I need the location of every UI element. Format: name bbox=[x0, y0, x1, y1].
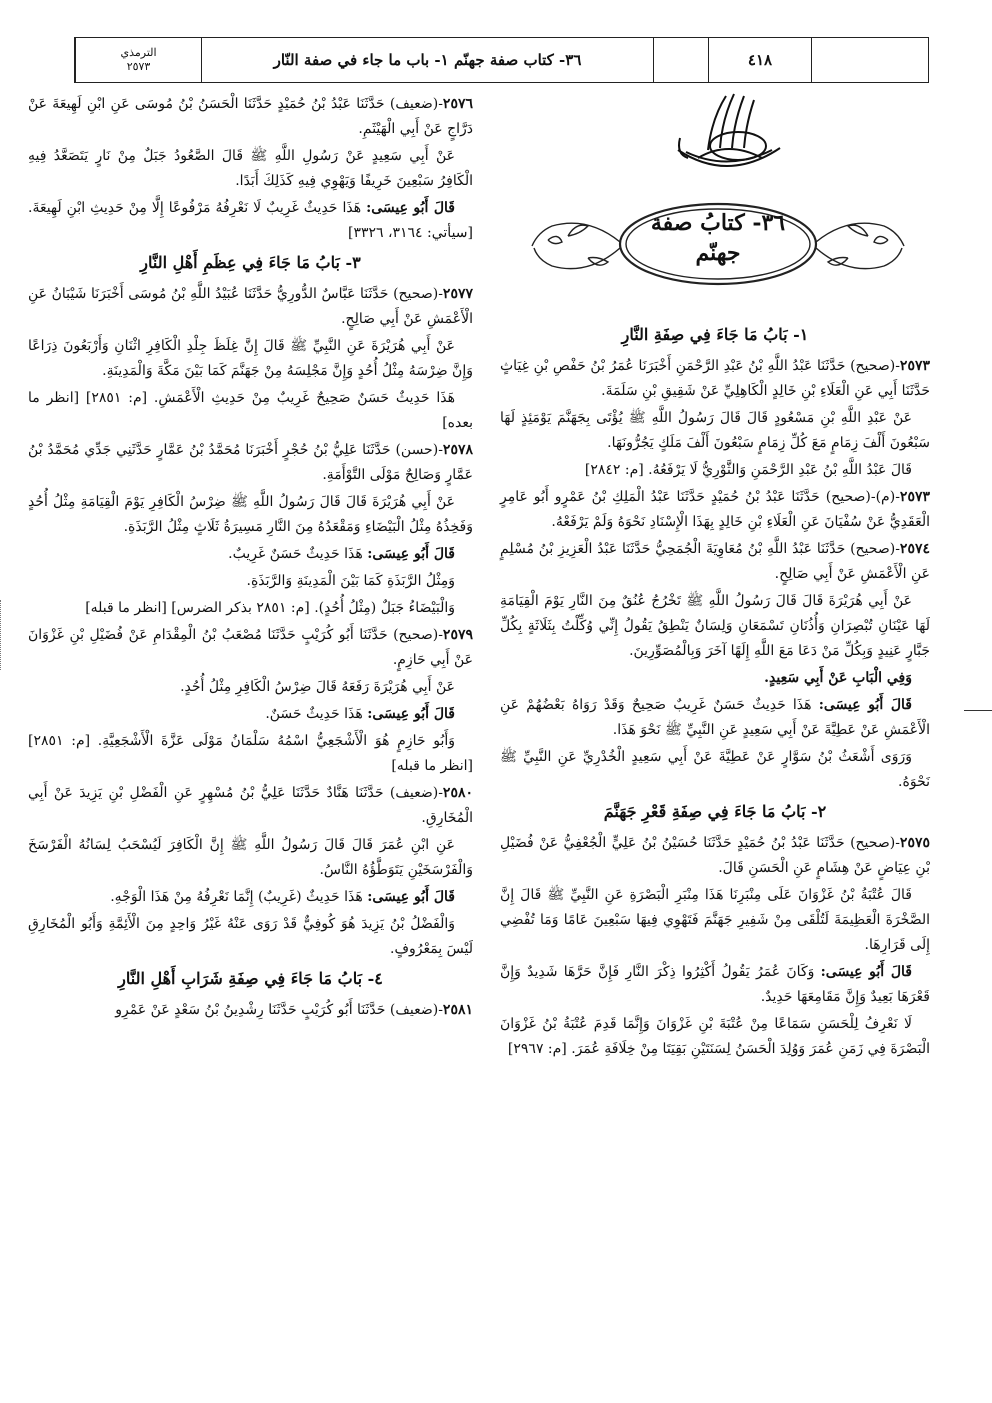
hadith-text: حَدَّثَنَا عَبْدُ اللَّهِ بْنُ عَبْدِ الرَّحْمَنِ أَخْبَرَنَا عُمَرُ بْنُ حَفْصِ بْنِ غِيَاثٍ حَدَّثَنَا أَبِي عَنِ الْعَلَاءِ بْنِ خَالِدٍ الْكَاهِلِيِّ عَنْ شَقِيقِ بْنِ سَلَمَةَ. bbox=[500, 358, 930, 399]
hadith-grade: (ضعيف) bbox=[389, 785, 439, 801]
hadith-text: حَدَّثَنَا عَبَّاسٌ الدُّورِيُّ حَدَّثَنَا عُبَيْدُ اللَّهِ بْنُ مُوسَى أَخْبَرَنَا شَيْبَانُ عَنِ الْأَعْمَشِ عَنْ أَبِي صَالِحٍ. bbox=[28, 286, 473, 327]
body-paragraph: عَنْ أَبِي هُرَيْرَةَ رَفَعَهُ قَالَ ضِرْسُ الْكَافِرِ مِثْلُ أُحُدٍ. bbox=[180, 679, 455, 695]
body-paragraph: عَنْ أَبِي هُرَيْرَةَ قَالَ قَالَ رَسُولُ اللَّهِ ﷺ تَخْرُجُ عُنُقٌ مِنَ النَّارِ يَوْمَ الْقِيَامَةِ لَهَا عَيْنَانِ تُبْصِرَانِ وَأُذُنَانِ تَسْمَعَانِ وَلِسَانٌ يَنْطِقُ يَقُولُ إِنِّي وُكِّلْتُ بِثَلَاثَةٍ بِكُلِّ جَبَّارٍ عَنِيدٍ وَبِكُلِّ مَنْ دَعَا مَعَ اللَّهِ إِلَهًا آخَرَ وَبِالْمُصَوِّرِينَ. bbox=[500, 593, 930, 659]
abu-isa-lead: قَالَ أَبُو عِيسَى: bbox=[818, 697, 912, 713]
abu-isa-lead: قَالَ أَبُو عِيسَى: bbox=[367, 546, 455, 562]
scan-edge-line bbox=[964, 710, 992, 711]
header-book-name: الترمذي bbox=[120, 46, 157, 59]
hadith-text: حَدَّثَنَا عَلِيُّ بْنُ حُجْرٍ أَخْبَرَنَا مُحَمَّدُ بْنُ عَمَّارٍ حَدَّثَنِي جَدِّي مُحَمَّدُ بْنُ عَمَّارٍ وَصَالِحٌ مَوْلَى التَّوْأَمَةِ. bbox=[28, 442, 473, 483]
banner-line-1: ٣٦- كتابُ صفة bbox=[650, 210, 786, 236]
hadith-text: حَدَّثَنَا أَبُو كُرَيْبٍ حَدَّثَنَا مُصْعَبُ بْنُ الْمِقْدَامِ عَنْ فُضَيْلِ بْنِ غَزْوَانَ عَنْ أَبِي حَازِمٍ. bbox=[28, 627, 473, 668]
body-paragraph: لَا نَعْرِفُ لِلْحَسَنِ سَمَاعًا مِنْ عُتْبَةَ بْنِ غَزْوَانَ وَإِنَّمَا قَدِمَ عُتْبَةُ بْنُ غَزْوَانَ الْبَصْرَةَ فِي زَمَنِ عُمَرَ وَوُلِدَ الْحَسَنُ لِسَنَتَيْنِ بَقِيَتَا مِنْ خِلَافَةِ عُمَرَ. [م: ٢٩٦٧] bbox=[500, 1016, 930, 1057]
hadith-grade: (ضعيف) bbox=[389, 96, 439, 112]
hadith-text: حَدَّثَنَا أَبُو كُرَيْبٍ حَدَّثَنَا رِشْدِينُ بْنُ سَعْدٍ عَنْ عَمْرِو bbox=[115, 1002, 390, 1018]
abu-isa-lead: قَالَ أَبُو عِيسَى: bbox=[367, 889, 455, 905]
tirmidhi-comment bbox=[28, 885, 473, 910]
hadith-paragraph: ٢٥٧٣-(صحيح) حَدَّثَنَا عَبْدُ اللَّهِ بْنُ عَبْدِ الرَّحْمَنِ أَخْبَرَنَا عُمَرُ بْنُ حَفْصِ بْنِ غِيَاثٍ حَدَّثَنَا أَبِي عَنِ الْعَلَاءِ بْنِ خَالِدٍ الْكَاهِلِيِّ عَنْ شَقِيقِ بْنِ سَلَمَةَ. bbox=[500, 358, 930, 399]
header-empty-cell bbox=[811, 38, 859, 82]
left-text-column bbox=[28, 92, 473, 1025]
tirmidhi-comment bbox=[28, 196, 473, 246]
page-header bbox=[74, 37, 929, 83]
chapter-heading: ١- بَابُ مَا جَاءَ فِي صِفَةِ النَّارِ bbox=[621, 325, 809, 344]
hadith-paragraph: ٢٥٧٨-(حسن) حَدَّثَنَا عَلِيُّ بْنُ حُجْرٍ أَخْبَرَنَا مُحَمَّدُ بْنُ عَمَّارٍ حَدَّثَنِي جَدِّي مُحَمَّدُ بْنُ عَمَّارٍ وَصَالِحٌ مَوْلَى التَّوْأَمَةِ. bbox=[28, 442, 473, 483]
hadith-paragraph: ٢٥٧٦-(ضعيف) حَدَّثَنَا عَبْدُ بْنُ حُمَيْدٍ حَدَّثَنَا الْحَسَنُ بْنُ مُوسَى عَنِ ابْنِ لَهِيعَةَ عَنْ دَرَّاجٍ عَنْ أَبِي الْهَيْثَمِ. bbox=[28, 96, 473, 137]
hadith-number: ٢٥٨٠ bbox=[442, 785, 473, 801]
body-paragraph: عَنْ أَبِي هُرَيْرَةَ قَالَ قَالَ رَسُولُ اللَّهِ ﷺ ضِرْسُ الْكَافِرِ يَوْمَ الْقِيَامَةِ مِثْلُ أُحُدٍ وَفَخِذُهُ مِثْلُ الْبَيْضَاءِ وَمَقْعَدُهُ مِنَ النَّارِ مَسِيرَةُ ثَلَاثٍ مِثْلُ الرَّبَذَةِ. bbox=[28, 494, 473, 535]
abu-isa-lead: قَالَ أَبُو عِيسَى: bbox=[367, 706, 455, 722]
header-empty-cell bbox=[653, 38, 708, 82]
body-paragraph: قَالَ عَبْدُ اللَّهِ بْنُ عَبْدِ الرَّحْمَنِ وَالثَّوْرِيُّ لَا يَرْفَعُهُ. [م: ٢٨٤٢] bbox=[584, 462, 912, 478]
hadith-paragraph: ٢٥٧٩-(صحيح) حَدَّثَنَا أَبُو كُرَيْبٍ حَدَّثَنَا مُصْعَبُ بْنُ الْمِقْدَامِ عَنْ فُضَيْلِ بْنِ غَزْوَانَ عَنْ أَبِي حَازِمٍ. bbox=[28, 627, 473, 668]
scan-edge-mark bbox=[0, 600, 7, 670]
abu-isa-lead: قَالَ أَبُو عِيسَى: bbox=[366, 200, 455, 216]
hadith-grade: (صحيح) bbox=[393, 286, 439, 302]
hadith-paragraph: ٢٥٧٧-(صحيح) حَدَّثَنَا عَبَّاسٌ الدُّورِيُّ حَدَّثَنَا عُبَيْدُ اللَّهِ بْنُ مُوسَى أَخْبَرَنَا شَيْبَانُ عَنِ الْأَعْمَشِ عَنْ أَبِي صَالِحٍ. bbox=[28, 286, 473, 327]
header-title: ٣٦- كتاب صفة جهنّم ١- باب ما جاء في صفة النّار bbox=[201, 38, 653, 82]
body-paragraph: وَمِثْلُ الرَّبَذَةِ كَمَا بَيْنَ الْمَدِينَةِ وَالرَّبَذَةِ. bbox=[246, 573, 455, 589]
hadith-text: حَدَّثَنَا عَبْدُ بْنُ حُمَيْدٍ حَدَّثَنَا عَبْدُ الْمَلِكِ بْنُ عَمْرٍو أَبُو عَامِرٍ الْعَقَدِيُّ عَنْ سُفْيَانَ عَنِ الْعَلَاءِ بْنِ خَالِدٍ بِهَذَا الْإِسْنَادِ نَحْوَهُ وَلَمْ يَرْفَعْهُ. bbox=[500, 489, 930, 530]
body-paragraph: عَنِ ابْنِ عُمَرَ قَالَ قَالَ رَسُولُ اللَّهِ ﷺ إِنَّ الْكَافِرَ لَيُسْحَبُ لِسَانُهُ الْفَرْسَخَ وَالْفَرْسَخَيْنِ يَتَوَطَّؤُهُ النَّاسُ. bbox=[28, 837, 473, 878]
right-text-column bbox=[500, 318, 930, 1064]
header-hadith-number: ٢٥٧٣ bbox=[126, 60, 151, 73]
body-paragraph: وَالْبَيْضَاءُ جَبَلٌ (مِثْلُ أُحُدٍ). [م: ٢٨٥١ بذكر الضرس] [انظر ما قبله] bbox=[85, 600, 455, 616]
hadith-paragraph: ٢٥٧٥-(صحيح) حَدَّثَنَا عَبْدُ بْنُ حُمَيْدٍ حَدَّثَنَا حُسَيْنُ بْنُ عَلِيٍّ الْجُعْفِيُّ عَنْ فُضَيْلِ بْنِ عِيَاضٍ عَنْ هِشَامٍ عَنِ الْحَسَنِ قَالَ. bbox=[500, 835, 930, 876]
body-paragraph: عَنْ أَبِي هُرَيْرَةَ عَنِ النَّبِيِّ ﷺ قَالَ إِنَّ غِلَظَ جِلْدِ الْكَافِرِ اثْنَانِ وَأَرْبَعُونَ ذِرَاعًا وَإِنَّ ضِرْسَهُ مِثْلُ أُحُدٍ وَإِنَّ مَجْلِسَهُ مِنْ جَهَنَّمَ كَمَا بَيْنَ مَكَّةَ وَالْمَدِينَةِ. bbox=[28, 338, 473, 379]
hadith-paragraph: ٢٥٧٣-(م)-(صحيح) حَدَّثَنَا عَبْدُ بْنُ حُمَيْدٍ حَدَّثَنَا عَبْدُ الْمَلِكِ بْنُ عَمْرٍو أَبُو عَامِرٍ الْعَقَدِيُّ عَنْ سُفْيَانَ عَنِ الْعَلَاءِ بْنِ خَالِدٍ بِهَذَا الْإِسْنَادِ نَحْوَهُ وَلَمْ يَرْفَعْهُ. bbox=[500, 489, 930, 530]
tirmidhi-comment bbox=[500, 960, 930, 1010]
hadith-text: حَدَّثَنَا عَبْدُ اللَّهِ بْنُ مُعَاوِيَةَ الْجُمَحِيُّ حَدَّثَنَا عَبْدُ الْعَزِيزِ بْنُ مُسْلِمٍ عَنِ الْأَعْمَشِ عَنْ أَبِي صَالِحٍ. bbox=[500, 541, 930, 582]
hadith-number: ٢٥٧٣ bbox=[899, 489, 930, 505]
page-number: ٤١٨ bbox=[708, 38, 811, 82]
hadith-number: ٢٥٧٤ bbox=[899, 541, 930, 557]
body-paragraph: وَأَبُو حَازِمٍ هُوَ الْأَشْجَعِيُّ اسْمُهُ سَلْمَانُ مَوْلَى عَزَّةَ الْأَشْجَعِيَّةِ. [م: ٢٨٥١] [انظر ما قبله] bbox=[28, 733, 473, 774]
hadith-grade: (ضعيف) bbox=[389, 1002, 439, 1018]
hadith-number: ٢٥٧٨ bbox=[442, 442, 473, 458]
hadith-number: ٢٥٧٦ bbox=[442, 96, 473, 112]
comment-text: هَذَا حَدِيثٌ غَرِيبٌ لَا نَعْرِفُهُ مَرْفُوعًا إِلَّا مِنْ حَدِيثِ ابْنِ لَهِيعَةَ. [سيأتي: ٣١٦٤، ٣٣٢٦] bbox=[28, 200, 473, 241]
body-paragraph: وَالْفَضْلُ بْنُ يَزِيدَ هُوَ كُوفِيٌّ قَدْ رَوَى عَنْهُ غَيْرُ وَاحِدٍ مِنَ الْأَئِمَّةِ وَأَبُو الْمُخَارِقِ لَيْسَ بِمَعْرُوفٍ. bbox=[28, 916, 473, 957]
hadith-text: حَدَّثَنَا عَبْدُ بْنُ حُمَيْدٍ حَدَّثَنَا الْحَسَنُ بْنُ مُوسَى عَنِ ابْنِ لَهِيعَةَ عَنْ دَرَّاجٍ عَنْ أَبِي الْهَيْثَمِ. bbox=[28, 96, 473, 137]
chapter-heading: ٢- بَابُ مَا جَاءَ فِي صِفَةِ قَعْرِ جَهَنَّمَ bbox=[603, 802, 827, 821]
tirmidhi-comment bbox=[28, 702, 473, 727]
hadith-paragraph: ٢٥٧٤-(صحيح) حَدَّثَنَا عَبْدُ اللَّهِ بْنُ مُعَاوِيَةَ الْجُمَحِيُّ حَدَّثَنَا عَبْدُ الْعَزِيزِ بْنُ مُسْلِمٍ عَنِ الْأَعْمَشِ عَنْ أَبِي صَالِحٍ. bbox=[500, 541, 930, 582]
comment-text: هَذَا حَدِيثٌ حَسَنٌ غَرِيبٌ. bbox=[228, 546, 368, 562]
header-book-cell bbox=[75, 38, 201, 82]
tirmidhi-comment bbox=[500, 693, 930, 743]
hadith-grade: (صحيح) bbox=[850, 835, 896, 851]
hadith-number: ٢٥٧٧ bbox=[442, 286, 473, 302]
comment-text: هَذَا حَدِيثٌ حَسَنٌ غَرِيبٌ صَحِيحٌ وَقَدْ رَوَاهُ بَعْضُهُمْ عَنِ الْأَعْمَشِ عَنْ عَطِيَّةَ عَنْ أَبِي سَعِيدٍ عَنِ النَّبِيِّ ﷺ نَحْوَ هَذَا. bbox=[500, 697, 930, 738]
abu-isa-lead: قَالَ أَبُو عِيسَى: bbox=[820, 964, 912, 980]
chapter-banner-title bbox=[618, 208, 818, 268]
hadith-grade: (م)-(صحيح) bbox=[825, 489, 896, 505]
header-empty-cell bbox=[859, 38, 928, 82]
body-paragraph: قَالَ عُتْبَةُ بْنُ غَزْوَانَ عَلَى مِنْبَرِنَا هَذَا مِنْبَرِ الْبَصْرَةِ عَنِ النَّبِيِّ ﷺ قَالَ إِنَّ الصَّخْرَةَ الْعَظِيمَةَ لَتُلْقَى مِنْ شَفِيرِ جَهَنَّمَ فَتَهْوِي فِيهَا سَبْعِينَ عَامًا وَمَا تُفْضِي إِلَى قَرَارِهَا. bbox=[500, 887, 930, 953]
body-paragraph: عَنْ عَبْدِ اللَّهِ بْنِ مَسْعُودٍ قَالَ قَالَ رَسُولُ اللَّهِ ﷺ يُؤْتَى بِجَهَنَّمَ يَوْمَئِذٍ لَهَا سَبْعُونَ أَلْفَ زِمَامٍ مَعَ كُلِّ زِمَامٍ سَبْعُونَ أَلْفَ مَلَكٍ يَجُرُّونَهَا. bbox=[500, 410, 930, 451]
hadith-number: ٢٥٨١ bbox=[442, 1002, 473, 1018]
comment-text: هَذَا حَدِيثٌ (غَرِيبٌ) إِنَّمَا نَعْرِفُهُ مِنْ هَذَا الْوَجْهِ. bbox=[110, 889, 368, 905]
chapter-heading: ٣- بَابُ مَا جَاءَ فِي عِظَمِ أَهْلِ النَّارِ bbox=[140, 253, 361, 272]
hadith-grade: (حسن) bbox=[395, 442, 439, 458]
chapter-heading: ٤- بَابُ مَا جَاءَ فِي صِفَةِ شَرَابِ أَهْلِ النَّارِ bbox=[118, 969, 383, 988]
body-paragraph: وَرَوَى أَشْعَثُ بْنُ سَوَّارٍ عَنْ عَطِيَّةَ عَنْ أَبِي سَعِيدٍ الْخُدْرِيِّ عَنِ النَّبِيِّ ﷺ نَحْوَهُ. bbox=[500, 749, 930, 790]
hadith-paragraph: ٢٥٨١-(ضعيف) حَدَّثَنَا أَبُو كُرَيْبٍ حَدَّثَنَا رِشْدِينُ بْنُ سَعْدٍ عَنْ عَمْرِو bbox=[115, 1002, 473, 1018]
comment-text: هَذَا حَدِيثٌ حَسَنٌ. bbox=[265, 706, 368, 722]
body-paragraph: عَنْ أَبِي سَعِيدٍ عَنْ رَسُولِ اللَّهِ ﷺ قَالَ الصَّعُودُ جَبَلٌ مِنْ نَارٍ يَتَصَعَّدُ فِيهِ الْكَافِرُ سَبْعِينَ خَرِيفًا وَيَهْوِي فِيهِ كَذَلِكَ أَبَدًا. bbox=[28, 148, 473, 189]
comment-text: وَكَانَ عُمَرُ يَقُولُ أَكْثِرُوا ذِكْرَ النَّارِ فَإِنَّ حَرَّهَا شَدِيدٌ وَإِنَّ قَعْرَهَا بَعِيدٌ وَإِنَّ مَقَامِعَهَا حَدِيدٌ. bbox=[500, 964, 930, 1005]
hadith-grade: (صحيح) bbox=[850, 358, 896, 374]
hadith-number: ٢٥٧٥ bbox=[899, 835, 930, 851]
hadith-number: ٢٥٧٣ bbox=[899, 358, 930, 374]
tirmidhi-comment bbox=[28, 542, 473, 567]
hadith-paragraph: ٢٥٨٠-(ضعيف) حَدَّثَنَا هَنَّادٌ حَدَّثَنَا عَلِيُّ بْنُ مُسْهِرٍ عَنِ الْفَضْلِ بْنِ يَزِيدَ عَنْ أَبِي الْمُخَارِقِ. bbox=[28, 785, 473, 826]
section-note: وَفِي الْبَابِ عَنْ أَبِي سَعِيدٍ. bbox=[764, 670, 912, 686]
hadith-grade: (صحيح) bbox=[850, 541, 896, 557]
hadith-text: حَدَّثَنَا هَنَّادٌ حَدَّثَنَا عَلِيُّ بْنُ مُسْهِرٍ عَنِ الْفَضْلِ بْنِ يَزِيدَ عَنْ أَبِي الْمُخَارِقِ. bbox=[28, 785, 473, 826]
hadith-text: حَدَّثَنَا عَبْدُ بْنُ حُمَيْدٍ حَدَّثَنَا حُسَيْنُ بْنُ عَلِيٍّ الْجُعْفِيُّ عَنْ فُضَيْلِ بْنِ عِيَاضٍ عَنْ هِشَامٍ عَنِ الْحَسَنِ قَالَ. bbox=[500, 835, 930, 876]
hadith-number: ٢٥٧٩ bbox=[442, 627, 473, 643]
body-paragraph: هَذَا حَدِيثٌ حَسَنٌ صَحِيحٌ غَرِيبٌ مِنْ حَدِيثِ الْأَعْمَشِ. [م: ٢٨٥١] [انظر ما بعده] bbox=[28, 390, 473, 431]
banner-line-2: جهنّم bbox=[695, 240, 741, 266]
basmala-calligraphy-icon bbox=[668, 88, 788, 178]
hadith-grade: (صحيح) bbox=[393, 627, 439, 643]
